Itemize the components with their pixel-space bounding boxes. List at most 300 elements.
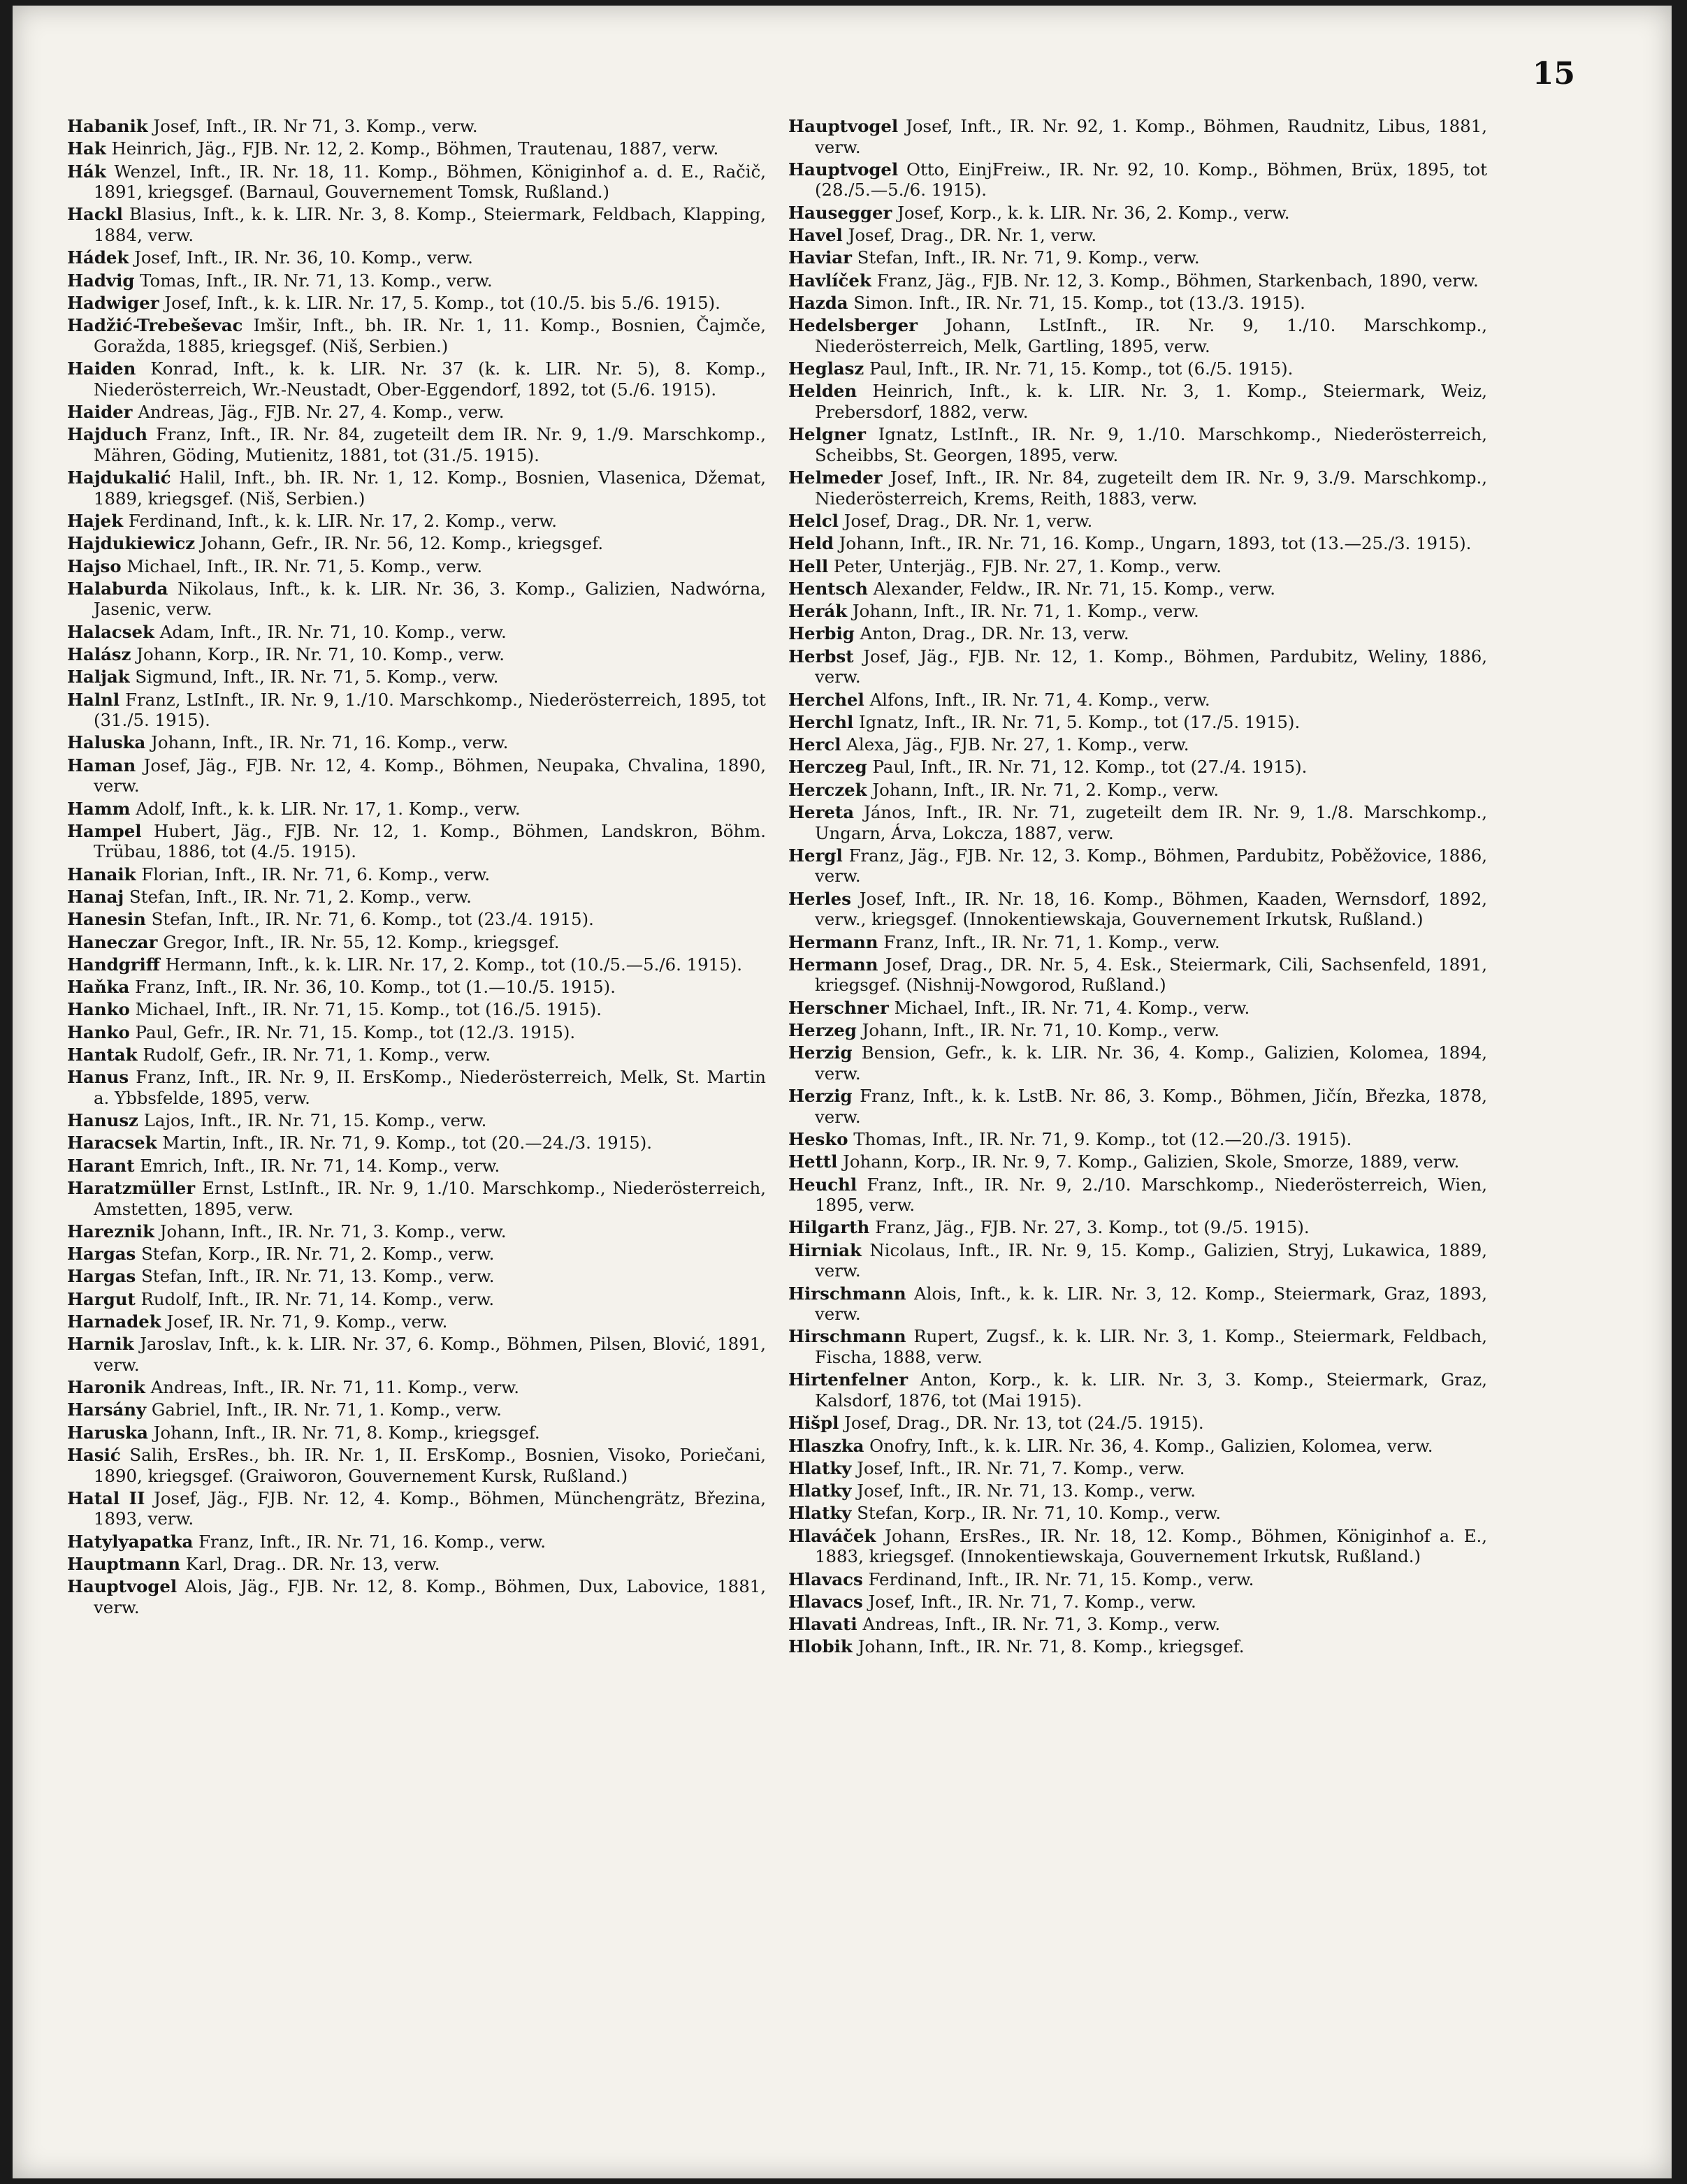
casualty-entry	[788, 757, 1487, 778]
entry-surname: Haňka	[67, 977, 130, 998]
entry-details: Josef, Jäg., FJB. Nr. 12, 1. Komp., Böhmen, Pardubitz, Weliny, 1886, verw.	[815, 646, 1487, 687]
entry-details: Alexander, Feldw., IR. Nr. 71, 15. Komp., verw.	[873, 578, 1275, 599]
entry-surname: Habanik	[67, 116, 148, 136]
entry-surname: Hanusz	[67, 1110, 138, 1131]
entry-surname: Havel	[788, 225, 843, 246]
entry-details: Rupert, Zugsf., k. k. LIR. Nr. 3, 1. Komp., Steiermark, Feldbach, Fischa, 1888, verw.	[815, 1326, 1487, 1368]
entry-surname: Herczek	[788, 779, 867, 800]
entry-surname: Haider	[67, 401, 133, 422]
entry-surname: Harant	[67, 1155, 135, 1176]
entry-surname: Hesko	[788, 1129, 848, 1149]
entry-details: Johann, Inft., IR. Nr. 71, 1. Komp., verw.	[852, 601, 1199, 622]
casualty-entry	[788, 358, 1487, 379]
entry-details: Florian, Inft., IR. Nr. 71, 6. Komp., verw.	[141, 864, 491, 884]
casualty-entry	[67, 864, 766, 885]
entry-details: Johann, LstInft., IR. Nr. 9, 1./10. Marschkomp., Niederösterreich, Melk, Gartling, 1895, verw.	[815, 315, 1487, 356]
entry-details: Josef, Jäg., FJB. Nr. 12, 4. Komp., Böhmen, Münchengrätz, Březina, 1893, verw.	[94, 1487, 766, 1529]
entry-details: Wenzel, Inft., IR. Nr. 18, 11. Komp., Böhmen, Königinhof a. d. E., Račič, 1891, kriegsgef. (Barnaul, Gouvernement Tomsk, Rußland.)	[94, 161, 766, 203]
entry-details: Adolf, Inft., k. k. LIR. Nr. 17, 1. Komp., verw.	[136, 798, 521, 819]
entry-details: Stefan, Inft., IR. Nr. 71, 9. Komp., verw.	[857, 247, 1200, 268]
entry-surname: Hackl	[67, 204, 123, 225]
entry-details: Franz, Jäg., FJB. Nr. 27, 3. Komp., tot (9./5. 1915).	[875, 1217, 1310, 1238]
entry-surname: Herzeg	[788, 1019, 857, 1040]
entry-details: Karl, Drag.. DR. Nr. 13, verw.	[185, 1553, 440, 1574]
entry-details: Michael, Inft., IR. Nr. 71, 4. Komp., verw.	[894, 997, 1250, 1018]
casualty-entry	[788, 1436, 1487, 1457]
entry-details: Onofry, Inft., k. k. LIR. Nr. 36, 4. Komp., Galizien, Kolomea, verw.	[869, 1435, 1433, 1456]
entry-details: Josef, Inft., IR. Nr. 18, 16. Komp., Böhmen, Kaaden, Wernsdorf, 1892, verw., kriegsgef. (Innokentiewskaja, Gouvernement Irkutsk, Rußland.)	[815, 888, 1487, 930]
entry-surname: Hauptvogel	[788, 116, 899, 136]
entry-details: Paul, Gefr., IR. Nr. 71, 15. Komp., tot (12./3. 1915).	[135, 1021, 576, 1042]
entry-surname: Hadžić-Trebeševac	[67, 315, 243, 336]
entry-surname: Hadvig	[67, 270, 135, 291]
entry-details: Alois, Inft., k. k. LIR. Nr. 3, 12. Komp., Steiermark, Graz, 1893, verw.	[815, 1283, 1487, 1325]
casualty-entry	[67, 556, 766, 577]
entry-details: Johann, Inft., IR. Nr. 71, 8. Komp., kriegsgef.	[857, 1636, 1245, 1657]
entry-surname: Haiden	[67, 358, 136, 379]
entry-details: Josef, Inft., IR. Nr. 71, 13. Komp., verw.	[857, 1480, 1196, 1501]
entry-details: Josef, Inft., IR. Nr 71, 3. Komp., verw.	[153, 116, 478, 136]
entry-surname: Hanesin	[67, 909, 146, 930]
casualty-entry	[788, 623, 1487, 644]
entry-details: Rudolf, Inft., IR. Nr. 71, 14. Komp., verw.	[140, 1288, 495, 1309]
entry-details: Sigmund, Inft., IR. Nr. 71, 5. Komp., verw.	[135, 667, 499, 687]
casualty-entry	[67, 424, 766, 465]
entry-surname: Hargut	[67, 1288, 136, 1309]
entry-surname: Harsány	[67, 1399, 147, 1420]
casualty-entry	[788, 225, 1487, 246]
entry-surname: Hajdukalić	[67, 467, 171, 488]
casualty-entry	[67, 1576, 766, 1617]
casualty-entry	[788, 734, 1487, 755]
entry-surname: Herles	[788, 888, 851, 909]
casualty-entry	[788, 578, 1487, 599]
casualty-entry	[67, 799, 766, 820]
entry-surname: Hlavacs	[788, 1568, 863, 1589]
casualty-entry	[788, 381, 1487, 422]
casualty-entry	[788, 690, 1487, 711]
entry-surname: Herchel	[788, 689, 864, 710]
entry-details: János, Inft., IR. Nr. 71, zugeteilt dem IR. Nr. 9, 1./8. Marschkomp., Ungarn, Árva, Lokcza, 1887, verw.	[815, 801, 1487, 843]
entry-details: Josef, Inft., IR. Nr. 71, 7. Komp., verw.	[857, 1457, 1185, 1478]
entry-details: Otto, EinjFreiw., IR. Nr. 92, 10. Komp., Böhmen, Brüx, 1895, tot (28./5.—5./6. 1915).	[815, 159, 1487, 201]
entry-surname: Heglasz	[788, 358, 864, 379]
casualty-entry	[788, 1240, 1487, 1281]
entry-surname: Hanus	[67, 1067, 129, 1088]
casualty-entry	[67, 204, 766, 245]
casualty-entry	[788, 1369, 1487, 1411]
casualty-entry	[788, 1458, 1487, 1479]
casualty-entry	[788, 1086, 1487, 1127]
entry-details: Johann, Inft., IR. Nr. 71, 2. Komp., verw.	[872, 779, 1219, 800]
casualty-entry	[788, 1413, 1487, 1434]
entry-details: Ignatz, LstInft., IR. Nr. 9, 1./10. Marschkomp., Niederösterreich, Scheibbs, St. Georgen, 1895, verw.	[815, 424, 1487, 465]
entry-details: Josef, Jäg., FJB. Nr. 12, 4. Komp., Böhmen, Neupaka, Chvalina, 1890, verw.	[94, 755, 766, 796]
entry-surname: Hák	[67, 161, 106, 182]
left-column	[67, 116, 766, 1619]
entry-details: Josef, Inft., IR. Nr. 36, 10. Komp., verw.	[134, 247, 473, 268]
entry-details: Josef, Inft., IR. Nr. 71, 7. Komp., verw.	[868, 1591, 1196, 1612]
entry-surname: Harnik	[67, 1334, 134, 1355]
casualty-entry	[67, 954, 766, 975]
entry-surname: Hausegger	[788, 202, 892, 223]
entry-surname: Hauptvogel	[67, 1576, 178, 1597]
entry-details: Franz, Inft., IR. Nr. 9, 2./10. Marschkomp., Niederösterreich, Wien, 1895, verw.	[815, 1174, 1487, 1216]
entry-details: Hermann, Inft., k. k. LIR. Nr. 17, 2. Komp., tot (10./5.—5./6. 1915).	[165, 954, 742, 975]
casualty-entry	[67, 909, 766, 930]
entry-details: Salih, ErsRes., bh. IR. Nr. 1, II. ErsKomp., Bosnien, Visoko, Poriečani, 1890, kriegsgef. (Graiworon, Gouvernement Kursk, Rußland.)	[94, 1444, 766, 1486]
entry-surname: Hanaj	[67, 886, 124, 907]
entry-surname: Hatylyapatka	[67, 1531, 194, 1552]
entry-surname: Herák	[788, 601, 848, 622]
entry-surname: Hirtenfelner	[788, 1369, 908, 1390]
casualty-entry	[67, 533, 766, 554]
entry-surname: Haronik	[67, 1377, 145, 1398]
entry-surname: Hádek	[67, 247, 129, 268]
entry-surname: Herzig	[788, 1042, 853, 1063]
entry-details: Franz, Inft., IR. Nr. 9, II. ErsKomp., Niederösterreich, Melk, St. Martin a. Ybbsfelde, 1895, verw.	[94, 1067, 766, 1108]
entry-details: Michael, Inft., IR. Nr. 71, 5. Komp., verw.	[126, 555, 483, 576]
casualty-entry	[67, 402, 766, 423]
entry-surname: Hlaszka	[788, 1435, 864, 1456]
entry-surname: Hirschmann	[788, 1283, 906, 1304]
entry-details: Johann, Inft., IR. Nr. 71, 16. Komp., Ungarn, 1893, tot (13.—25./3. 1915).	[839, 533, 1472, 554]
entry-details: Alfons, Inft., IR. Nr. 71, 4. Komp., verw.	[869, 689, 1210, 710]
entry-surname: Hajek	[67, 510, 124, 531]
entry-surname: Hauptvogel	[788, 159, 899, 180]
entry-surname: Hell	[788, 555, 829, 576]
entry-details: Josef, IR. Nr. 71, 9. Komp., verw.	[166, 1311, 448, 1332]
entry-details: Johann, Inft., IR. Nr. 71, 16. Komp., verw.	[151, 732, 509, 753]
entry-surname: Hatal II	[67, 1487, 145, 1508]
casualty-entry	[67, 732, 766, 753]
entry-details: Josef, Drag., DR. Nr. 13, tot (24./5. 1915).	[844, 1413, 1204, 1434]
casualty-entry	[788, 845, 1487, 887]
entry-details: Nikolaus, Inft., k. k. LIR. Nr. 36, 3. Komp., Galizien, Nadwórna, Jasenic, verw.	[94, 578, 766, 620]
entry-surname: Hlobik	[788, 1636, 853, 1657]
casualty-entry	[788, 712, 1487, 733]
entry-surname: Helcl	[788, 510, 839, 531]
entry-details: Hubert, Jäg., FJB. Nr. 12, 1. Komp., Böhmen, Landskron, Böhm. Trübau, 1886, tot (4./5. 1915).	[94, 820, 766, 862]
casualty-entry	[788, 315, 1487, 356]
entry-details: Josef, Korp., k. k. LIR. Nr. 36, 2. Komp., verw.	[897, 202, 1290, 223]
entry-surname: Hasić	[67, 1444, 121, 1465]
casualty-entry	[67, 161, 766, 203]
casualty-entry	[67, 690, 766, 731]
entry-details: Andreas, Jäg., FJB. Nr. 27, 4. Komp., verw.	[138, 401, 505, 422]
entry-details: Simon. Inft., IR. Nr. 71, 15. Komp., tot (13./3. 1915).	[853, 292, 1305, 313]
entry-surname: Hargas	[67, 1244, 136, 1265]
entry-surname: Hadwiger	[67, 292, 159, 313]
casualty-entry	[67, 1133, 766, 1153]
entry-surname: Herbig	[788, 623, 855, 644]
casualty-entry	[788, 780, 1487, 801]
casualty-entry	[788, 533, 1487, 554]
casualty-entry	[67, 622, 766, 643]
page-number: 15	[1532, 56, 1575, 92]
casualty-entry	[788, 1174, 1487, 1216]
entry-surname: Hergl	[788, 845, 843, 866]
entry-surname: Hamm	[67, 798, 131, 819]
entry-details: Emrich, Inft., IR. Nr. 71, 14. Komp., verw.	[140, 1155, 500, 1176]
casualty-entry	[67, 1445, 766, 1486]
entry-surname: Halász	[67, 643, 131, 664]
casualty-entry	[67, 467, 766, 509]
casualty-entry	[67, 270, 766, 291]
entry-details: Jaroslav, Inft., k. k. LIR. Nr. 37, 6. Komp., Böhmen, Pilsen, Blović, 1891, verw.	[94, 1334, 766, 1375]
entry-details: Ferdinand, Inft., IR. Nr. 71, 15. Komp., verw.	[868, 1568, 1254, 1589]
entry-surname: Hlavacs	[788, 1591, 863, 1612]
casualty-entry	[67, 1178, 766, 1219]
entry-details: Alexa, Jäg., FJB. Nr. 27, 1. Komp., verw.	[846, 734, 1189, 755]
entry-details: Johann, Gefr., IR. Nr. 56, 12. Komp., kriegsgef.	[200, 533, 604, 554]
casualty-entry	[67, 578, 766, 620]
entry-surname: Hantak	[67, 1044, 138, 1065]
entry-surname: Herchl	[788, 711, 854, 732]
entry-surname: Hargas	[67, 1266, 136, 1287]
entry-details: Ferdinand, Inft., k. k. LIR. Nr. 17, 2. Komp., verw.	[128, 510, 557, 531]
casualty-entry	[67, 821, 766, 862]
entry-details: Josef, Inft., IR. Nr. 92, 1. Komp., Böhmen, Raudnitz, Libus, 1881, verw.	[815, 116, 1487, 157]
casualty-entry	[788, 1503, 1487, 1524]
entry-details: Ignatz, Inft., IR. Nr. 71, 5. Komp., tot (17./5. 1915).	[859, 711, 1301, 732]
entry-details: Josef, Inft., k. k. LIR. Nr. 17, 5. Komp., tot (10./5. bis 5./6. 1915).	[164, 292, 721, 313]
entry-surname: Herzig	[788, 1086, 853, 1107]
entry-surname: Hedelsberger	[788, 315, 918, 336]
entry-details: Konrad, Inft., k. k. LIR. Nr. 37 (k. k. LIR. Nr. 5), 8. Komp., Niederösterreich, Wr.-Neustadt, Ober-Eggendorf, 1892, tot (5./6. 1915).	[94, 358, 766, 400]
entry-details: Adam, Inft., IR. Nr. 71, 10. Komp., verw.	[159, 621, 507, 642]
entry-surname: Herczeg	[788, 757, 867, 778]
entry-surname: Hercl	[788, 734, 841, 755]
casualty-entry	[788, 1569, 1487, 1590]
entry-details: Heinrich, Jäg., FJB. Nr. 12, 2. Komp., Böhmen, Trautenau, 1887, verw.	[111, 138, 719, 159]
casualty-entry	[788, 1020, 1487, 1041]
casualty-entry	[67, 1422, 766, 1443]
casualty-entry	[67, 1334, 766, 1375]
casualty-entry	[788, 646, 1487, 687]
entry-surname: Haluska	[67, 732, 146, 753]
casualty-entry	[67, 1266, 766, 1287]
entry-surname: Helmeder	[788, 467, 883, 488]
entry-surname: Haneczar	[67, 931, 158, 952]
casualty-entry	[67, 247, 766, 268]
casualty-entry	[788, 116, 1487, 157]
entry-surname: Hlavati	[788, 1614, 857, 1635]
casualty-entry	[67, 644, 766, 665]
entry-surname: Haracsek	[67, 1133, 157, 1153]
casualty-entry	[67, 1022, 766, 1043]
entry-details: Imšir, Inft., bh. IR. Nr. 1, 11. Komp., Bosnien, Čajmče, Goražda, 1885, kriegsgef. (Niš, Serbien.)	[94, 315, 766, 356]
entry-surname: Hereta	[788, 801, 855, 822]
casualty-entry	[788, 1151, 1487, 1172]
casualty-entry	[788, 998, 1487, 1019]
entry-details: Ernst, LstInft., IR. Nr. 9, 1./10. Marschkomp., Niederösterreich, Amstetten, 1895, verw.	[94, 1177, 766, 1219]
entry-details: Stefan, Korp., IR. Nr. 71, 2. Komp., verw.	[141, 1244, 495, 1265]
entry-surname: Hak	[67, 138, 106, 159]
entry-details: Nicolaus, Inft., IR. Nr. 9, 15. Komp., Galizien, Stryj, Lukawica, 1889, verw.	[815, 1239, 1487, 1281]
casualty-entry	[788, 203, 1487, 224]
casualty-entry	[67, 358, 766, 400]
entry-details: Gabriel, Inft., IR. Nr. 71, 1. Komp., verw.	[151, 1399, 502, 1420]
casualty-entry	[67, 1399, 766, 1420]
entry-surname: Helden	[788, 381, 857, 402]
casualty-entry	[67, 887, 766, 908]
entry-details: Franz, Inft., IR. Nr. 84, zugeteilt dem IR. Nr. 9, 1./9. Marschkomp., Mähren, Göding, Mutienitz, 1881, tot (31./5. 1915).	[94, 424, 766, 465]
entry-details: Franz, Jäg., FJB. Nr. 12, 3. Komp., Böhmen, Starkenbach, 1890, verw.	[876, 270, 1479, 291]
casualty-entry	[67, 755, 766, 796]
entry-details: Paul, Inft., IR. Nr. 71, 12. Komp., tot (27./4. 1915).	[872, 757, 1308, 778]
entry-details: Franz, Inft., k. k. LstB. Nr. 86, 3. Komp., Böhmen, Jičín, Březka, 1878, verw.	[815, 1086, 1487, 1127]
entry-details: Anton, Drag., DR. Nr. 13, verw.	[860, 623, 1129, 644]
document-page	[13, 6, 1672, 2178]
casualty-entry	[67, 138, 766, 159]
entry-details: Heinrich, Inft., k. k. LIR. Nr. 3, 1. Komp., Steiermark, Weiz, Prebersdorf, 1882, verw.	[815, 381, 1487, 422]
entry-details: Johann, ErsRes., IR. Nr. 18, 12. Komp., Böhmen, Königinhof a. E., 1883, kriegsgef. (Innokentiewskaja, Gouvernement Irkutsk, Rußland.)	[815, 1525, 1487, 1567]
entry-surname: Hajso	[67, 555, 122, 576]
entry-surname: Hirniak	[788, 1239, 862, 1260]
entry-surname: Haman	[67, 755, 136, 776]
entry-details: Martin, Inft., IR. Nr. 71, 9. Komp., tot (20.—24./3. 1915).	[162, 1133, 652, 1153]
casualty-entry	[788, 293, 1487, 314]
casualty-entry	[788, 1129, 1487, 1150]
casualty-entry	[788, 1042, 1487, 1084]
entry-details: Franz, LstInft., IR. Nr. 9, 1./10. Marschkomp., Niederösterreich, 1895, tot (31./5. 1915).	[94, 689, 766, 731]
entry-details: Lajos, Inft., IR. Nr. 71, 15. Komp., verw.	[143, 1110, 487, 1131]
entry-details: Thomas, Inft., IR. Nr. 71, 9. Komp., tot (12.—20./3. 1915).	[853, 1129, 1352, 1149]
casualty-entry	[788, 1636, 1487, 1657]
casualty-entry	[67, 977, 766, 998]
entry-surname: Hettl	[788, 1151, 838, 1172]
casualty-entry	[788, 1592, 1487, 1612]
entry-surname: Handgriff	[67, 954, 160, 975]
casualty-entry	[788, 159, 1487, 201]
entry-details: Franz, Inft., IR. Nr. 71, 16. Komp., verw.	[198, 1531, 546, 1552]
entry-surname: Haviar	[788, 247, 852, 268]
entry-details: Stefan, Korp., IR. Nr. 71, 10. Komp., verw.	[857, 1503, 1222, 1524]
casualty-entry	[788, 1614, 1487, 1635]
casualty-entry	[67, 1244, 766, 1265]
entry-details: Johann, Korp., IR. Nr. 9, 7. Komp., Galizien, Skole, Smorze, 1889, verw.	[843, 1151, 1460, 1172]
casualty-entry	[67, 1110, 766, 1131]
entry-surname: Haruska	[67, 1422, 148, 1443]
entry-details: Bension, Gefr., k. k. LIR. Nr. 36, 4. Komp., Galizien, Kolomea, 1894, verw.	[815, 1042, 1487, 1084]
entry-surname: Herschner	[788, 997, 889, 1018]
entry-surname: Hermann	[788, 931, 878, 952]
entry-surname: Hirschmann	[788, 1326, 906, 1347]
entry-details: Gregor, Inft., IR. Nr. 55, 12. Komp., kriegsgef.	[163, 931, 560, 952]
casualty-entry	[788, 889, 1487, 930]
entry-details: Franz, Inft., IR. Nr. 71, 1. Komp., verw.	[883, 931, 1220, 952]
right-column	[788, 116, 1487, 1659]
entry-details: Franz, Inft., IR. Nr. 36, 10. Komp., tot (1.—10./5. 1915).	[135, 977, 616, 998]
casualty-entry	[67, 293, 766, 314]
entry-details: Paul, Inft., IR. Nr. 71, 15. Komp., tot (6./5. 1915).	[869, 358, 1294, 379]
entry-details: Johann, Inft., IR. Nr. 71, 10. Komp., verw.	[862, 1019, 1219, 1040]
casualty-entry	[67, 1531, 766, 1552]
casualty-entry	[67, 932, 766, 953]
casualty-entry	[67, 1044, 766, 1065]
casualty-entry	[67, 1221, 766, 1242]
casualty-entry	[67, 1311, 766, 1332]
casualty-entry	[788, 1283, 1487, 1325]
entry-surname: Hampel	[67, 820, 142, 841]
casualty-entry	[67, 116, 766, 137]
entry-surname: Hilgarth	[788, 1217, 870, 1238]
entry-surname: Hazda	[788, 292, 848, 313]
casualty-entry	[67, 511, 766, 532]
entry-surname: Harnadek	[67, 1311, 161, 1332]
entry-surname: Hanko	[67, 999, 130, 1020]
entry-details: Tomas, Inft., IR. Nr. 71, 13. Komp., verw.	[140, 270, 493, 291]
casualty-entry	[67, 1156, 766, 1177]
entry-surname: Heuchl	[788, 1174, 857, 1195]
entry-details: Peter, Unterjäg., FJB. Nr. 27, 1. Komp., verw.	[833, 555, 1222, 576]
entry-details: Andreas, Inft., IR. Nr. 71, 3. Komp., verw.	[862, 1614, 1221, 1635]
entry-surname: Hanko	[67, 1021, 130, 1042]
casualty-entry	[788, 467, 1487, 509]
entry-details: Josef, Inft., IR. Nr. 84, zugeteilt dem IR. Nr. 9, 3./9. Marschkomp., Niederösterreich, Krems, Reith, 1883, verw.	[815, 467, 1487, 509]
casualty-entry	[67, 667, 766, 687]
casualty-entry	[788, 247, 1487, 268]
entry-surname: Hermann	[788, 954, 878, 975]
entry-surname: Hareznik	[67, 1221, 154, 1242]
entry-surname: Haljak	[67, 667, 130, 687]
entry-surname: Halnl	[67, 689, 120, 710]
casualty-entry	[67, 1377, 766, 1398]
casualty-entry	[788, 424, 1487, 465]
entry-details: Johann, Korp., IR. Nr. 71, 10. Komp., verw.	[136, 643, 505, 664]
entry-details: Stefan, Inft., IR. Nr. 71, 6. Komp., tot (23./4. 1915).	[151, 909, 594, 930]
entry-surname: Herbst	[788, 646, 854, 667]
casualty-entry	[788, 1526, 1487, 1567]
entry-details: Halil, Inft., bh. IR. Nr. 1, 12. Komp., Bosnien, Vlasenica, Džemat, 1889, kriegsgef. (Niš, Serbien.)	[94, 467, 766, 509]
casualty-entry	[788, 932, 1487, 953]
entry-surname: Hišpl	[788, 1413, 839, 1434]
entry-surname: Hlatky	[788, 1457, 852, 1478]
entry-surname: Hlatky	[788, 1480, 852, 1501]
entry-details: Alois, Jäg., FJB. Nr. 12, 8. Komp., Böhmen, Dux, Labovice, 1881, verw.	[94, 1576, 766, 1617]
entry-details: Johann, Inft., IR. Nr. 71, 3. Komp., verw.	[159, 1221, 507, 1242]
casualty-entry	[67, 1554, 766, 1575]
entry-surname: Hauptmann	[67, 1553, 180, 1574]
casualty-entry	[788, 270, 1487, 291]
casualty-entry	[788, 802, 1487, 843]
entry-details: Andreas, Inft., IR. Nr. 71, 11. Komp., verw.	[150, 1377, 519, 1398]
entry-surname: Hajduch	[67, 424, 148, 445]
casualty-entry	[67, 1289, 766, 1310]
entry-surname: Hlatky	[788, 1503, 852, 1524]
casualty-entry	[788, 1480, 1487, 1501]
casualty-entry	[788, 556, 1487, 577]
entry-details: Josef, Drag., DR. Nr. 1, verw.	[844, 510, 1093, 531]
entry-details: Josef, Drag., DR. Nr. 1, verw.	[848, 225, 1097, 246]
entry-details: Blasius, Inft., k. k. LIR. Nr. 3, 8. Komp., Steiermark, Feldbach, Klapping, 1884, verw.	[94, 204, 766, 246]
casualty-entry	[788, 1326, 1487, 1367]
casualty-entry	[788, 954, 1487, 996]
entry-surname: Hanaik	[67, 864, 136, 884]
entry-details: Franz, Jäg., FJB. Nr. 12, 3. Komp., Böhmen, Pardubitz, Poběžovice, 1886, verw.	[815, 845, 1487, 887]
entry-details: Michael, Inft., IR. Nr. 71, 15. Komp., tot (16./5. 1915).	[135, 999, 602, 1020]
entry-surname: Havlíček	[788, 270, 871, 291]
casualty-entry	[67, 999, 766, 1020]
entry-surname: Halaburda	[67, 578, 168, 599]
entry-surname: Halacsek	[67, 621, 154, 642]
entry-surname: Hentsch	[788, 578, 868, 599]
entry-details: Johann, Inft., IR. Nr. 71, 8. Komp., kriegsgef.	[153, 1422, 540, 1443]
entry-surname: Helgner	[788, 424, 866, 445]
entry-surname: Hajdukiewicz	[67, 533, 196, 554]
casualty-entry	[67, 315, 766, 356]
